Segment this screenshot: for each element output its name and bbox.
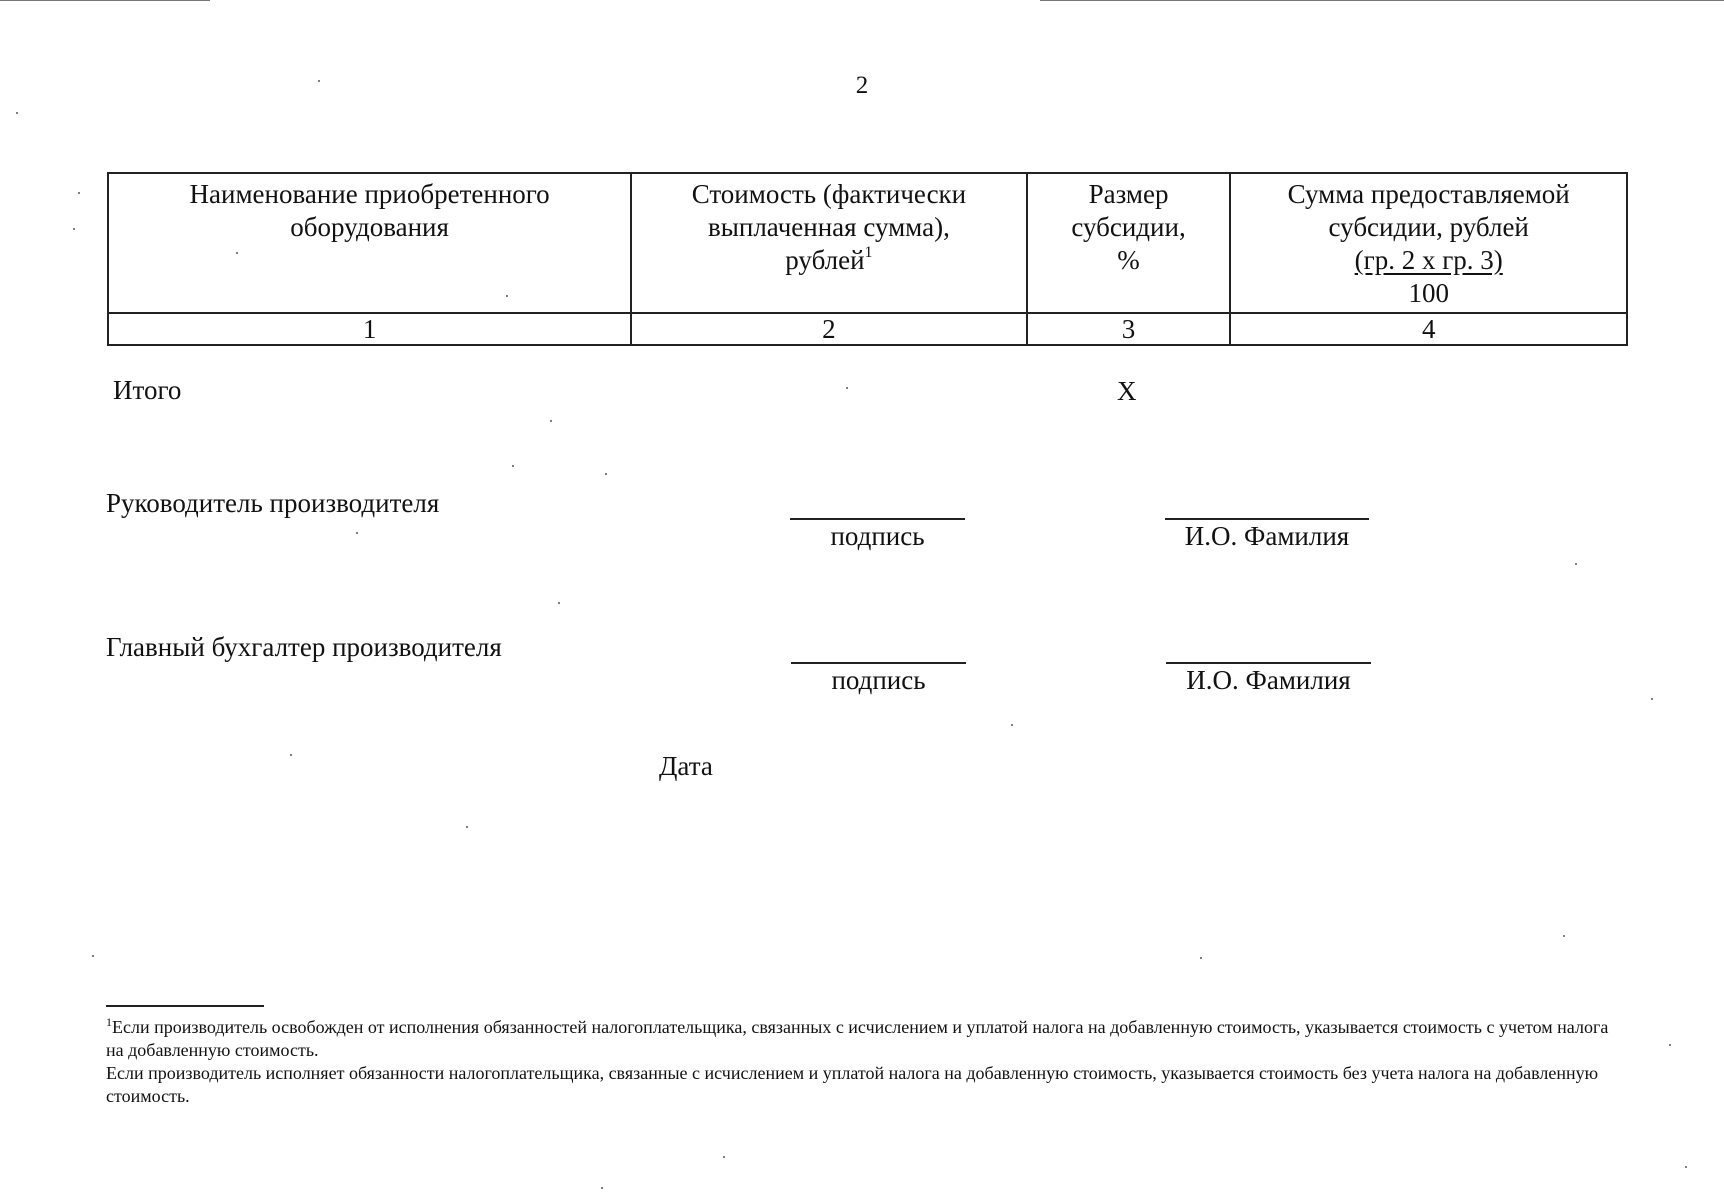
scan-speck (236, 252, 238, 254)
scan-speck (1011, 724, 1013, 726)
scan-artifact-line (0, 0, 210, 1)
footnote-reference: 1 (864, 244, 873, 261)
signature-role-head: Руководитель производителя (106, 488, 440, 518)
scan-artifact-line (1040, 0, 1724, 1)
header-equipment-name: Наименование приобретенного оборудования (108, 173, 631, 313)
signature-line (791, 662, 966, 664)
formula-numerator: (гр. 2 х гр. 3) (1354, 245, 1503, 275)
table-header-row (108, 173, 1627, 313)
scan-speck (1685, 1166, 1687, 1168)
scan-speck (92, 955, 94, 957)
scan-speck (1563, 935, 1565, 937)
scan-speck (1200, 957, 1202, 959)
scan-speck (290, 754, 292, 756)
footnote-marker: 1 (106, 1015, 112, 1029)
header-cost: Стоимость (фактически выплаченная сумма), рублей$^1$ (631, 173, 1026, 313)
name-line (1166, 662, 1371, 664)
subsidy-table (107, 172, 1628, 346)
footnote-paragraph: Если производитель исполняет обязанности налогоплательщика, связанные с исчислением и уплатой налога на добавленную стоимость, указывается стоимость без учета налога на добавленную стоимость. (106, 1063, 1599, 1106)
scan-speck (1575, 563, 1577, 565)
signature-caption: подпись (831, 665, 926, 695)
scan-speck (1669, 1044, 1671, 1046)
column-number: 4 (1230, 313, 1627, 345)
scan-speck (318, 80, 320, 82)
scan-speck (512, 465, 514, 467)
footnote-paragraph: $^1$Если производитель освобожден от исполнения обязанностей налогоплательщика, связанных с исчислением и уплатой налога на добавленную стоимость, указывается стоимость с учетом налога на добавленную стоимость. (106, 1015, 1609, 1060)
column-numbers-row (108, 313, 1627, 345)
footnote (106, 1011, 1621, 1108)
column-number: 2 (631, 313, 1026, 345)
scan-speck (16, 112, 18, 114)
scan-speck (466, 826, 468, 828)
total-label: Итого (113, 375, 182, 405)
scan-speck (356, 532, 358, 534)
scan-speck (846, 387, 848, 389)
signature-line (790, 518, 965, 520)
scan-speck (723, 1156, 725, 1158)
scan-speck (506, 295, 508, 297)
column-number: 3 (1027, 313, 1231, 345)
date-label: Дата (659, 751, 713, 781)
formula-denominator: 100 (1408, 278, 1449, 308)
page-number: 2 (855, 72, 869, 99)
scan-speck (1651, 698, 1653, 700)
total-not-applicable-mark: Х (1117, 376, 1137, 406)
header-subsidy-percent: Размер субсидии, % (1027, 173, 1231, 313)
column-number: 1 (108, 313, 631, 345)
name-caption: И.О. Фамилия (1186, 665, 1351, 695)
scan-speck (73, 228, 75, 230)
scan-speck (78, 192, 80, 194)
name-line (1165, 518, 1369, 520)
name-caption: И.О. Фамилия (1184, 521, 1350, 551)
footnote-separator (106, 1005, 264, 1007)
scan-speck (601, 1187, 603, 1189)
scan-speck (558, 602, 560, 604)
scan-speck (605, 473, 607, 475)
signature-role-chief-accountant: Главный бухгалтер производителя (106, 632, 502, 662)
scan-speck (550, 420, 552, 422)
signature-caption: подпись (830, 521, 925, 551)
header-subsidy-amount: Сумма предоставляемой субсидии, рублей (гр. 2 х гр. 3) 100 (1230, 173, 1627, 313)
